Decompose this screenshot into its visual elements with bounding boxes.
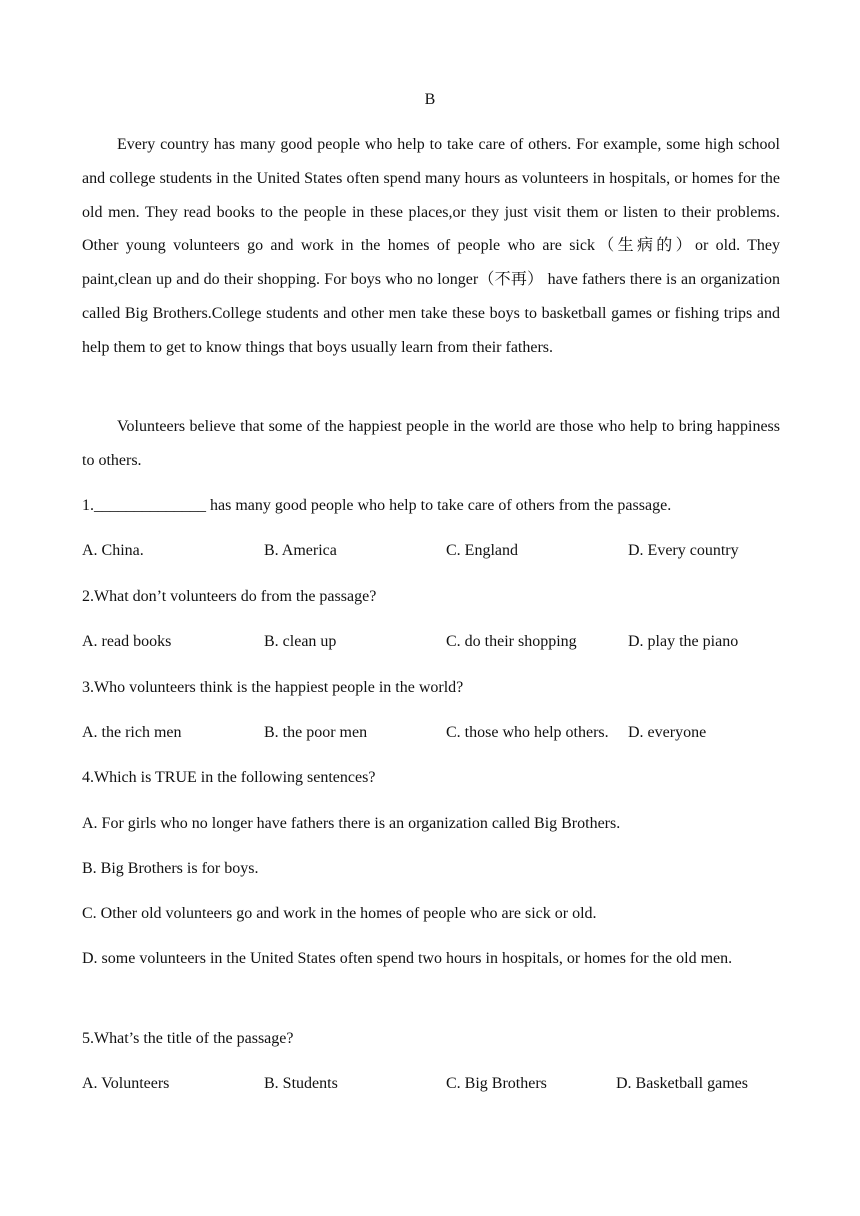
- question-2-stem: 2.What don’t volunteers do from the passage?: [82, 588, 377, 605]
- option-b: B. the poor men: [264, 724, 368, 741]
- question-4-option-b: B. Big Brothers is for boys.: [82, 860, 259, 877]
- question-4-option-d: D. some volunteers in the United States often spend two hours in hospitals, or homes for the old men.: [82, 950, 733, 967]
- passage-paragraph: Every country has many good people who help to take care of others. For example, some high school and college students in the United States often spend many hours as volunteers in hospitals, or homes for the old men. They read books to the people in these places,or they just visit them or listen to their problems. Other young volunteers go and work in the homes of people who are sick（生病的）or old. They paint,clean up and do their shopping. For boys who no longer（不再） have fathers there is an organization called Big Brothers.College students and other men take these boys to basketball games or fishing trips and help them to get to know things that boys usually learn from their fathers.: [82, 136, 780, 356]
- option-c: C. do their shopping: [446, 633, 577, 650]
- option-c: C. Big Brothers: [446, 1075, 547, 1092]
- question-3-stem: 3.Who volunteers think is the happiest people in the world?: [82, 679, 464, 696]
- option-d: D. Basketball games: [616, 1075, 748, 1092]
- question-4-stem: 4.Which is TRUE in the following sentences?: [82, 769, 376, 786]
- question-5-stem: 5.What’s the title of the passage?: [82, 1030, 294, 1047]
- option-d: D. play the piano: [628, 633, 739, 650]
- option-a: A. China.: [82, 542, 144, 559]
- option-a: A. read books: [82, 633, 172, 650]
- option-a: A. the rich men: [82, 724, 182, 741]
- question-1-options: [82, 541, 782, 561]
- question-2-options: [82, 632, 782, 652]
- option-c: C. those who help others.: [446, 724, 609, 741]
- option-b: B. America: [264, 542, 337, 559]
- section-heading: B: [424, 91, 436, 108]
- option-b: B. clean up: [264, 633, 337, 650]
- option-a: A. Volunteers: [82, 1075, 170, 1092]
- option-b: B. Students: [264, 1075, 338, 1092]
- option-d: D. Every country: [628, 542, 739, 559]
- question-5-options: [82, 1074, 782, 1094]
- option-c: C. England: [446, 542, 518, 559]
- question-4-option-c: C. Other old volunteers go and work in the homes of people who are sick or old.: [82, 905, 597, 922]
- option-d: D. everyone: [628, 724, 707, 741]
- question-3-options: [82, 723, 782, 743]
- question-1-stem: 1.______________ has many good people who help to take care of others from the passage.: [82, 497, 672, 514]
- passage-paragraph: Volunteers believe that some of the happiest people in the world are those who help to bring happiness to others.: [82, 418, 780, 469]
- question-4-option-a: A. For girls who no longer have fathers there is an organization called Big Brothers.: [82, 815, 621, 832]
